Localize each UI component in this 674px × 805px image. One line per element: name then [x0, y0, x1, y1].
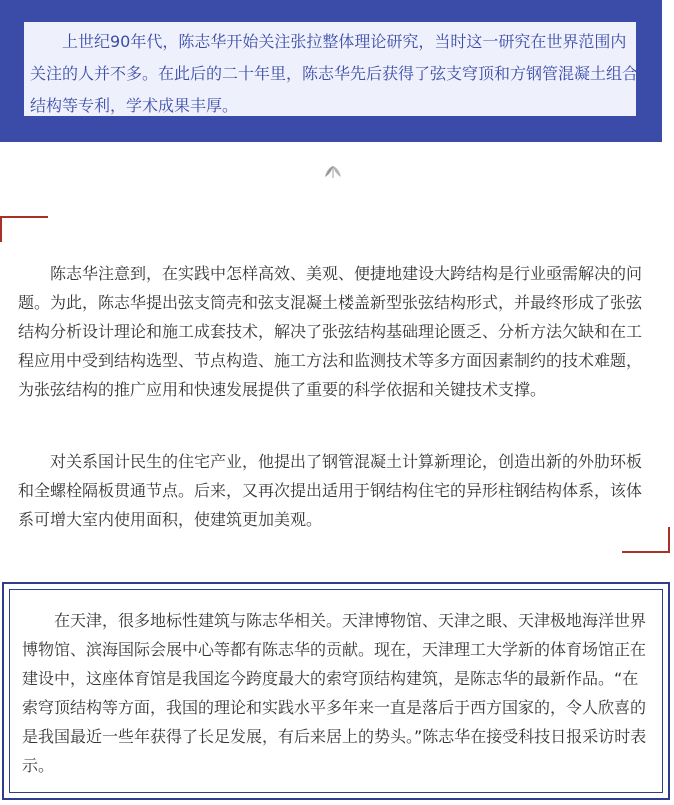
bottom-right-bracket-line	[622, 551, 670, 553]
body-paragraph: 陈志华注意到，在实践中怎样高效、美观、便捷地建设大跨结构是行业亟需解决的问题。为此，陈志华提出弦支筒壳和弦支混凝土楼盖新型张弦结构形式，并最终形成了张弦结构分析设计理论和施工成套技术，解决了张弦结构基础理论匮乏、分析方法欠缺和在工程应用中受到结构选型、节点构造、施工方法和监测技术等多方面因素制约的技术难题，为张弦结构的推广应用和快速发展提供了重要的科学依据和关键技术支撑。	[18, 264, 643, 399]
intro-banner-text: 上世纪90年代，陈志华开始关注张拉整体理论研究，当时这一研究在世界范围内关注的人并不多。在此后的二十年里，陈志华先后获得了弦支穹顶和方钢管混凝土组合结构等专利，学术成果丰厚。	[30, 32, 639, 115]
leaf-ornament-icon	[323, 165, 343, 179]
body-paragraph: 对关系国计民生的住宅产业，他提出了钢管混凝土计算新理论，创造出新的外肋环板和全螺栓隔板贯通节点。后来，又再次提出适用于钢结构住宅的异形柱钢结构体系，该体系可增大室内使用面积，使建筑更加美观。	[18, 452, 643, 529]
top-left-bracket-stem	[0, 216, 2, 242]
top-left-bracket-line	[0, 216, 48, 218]
bottom-right-bracket-stem	[668, 527, 670, 553]
quote-box-text: 在天津，很多地标性建筑与陈志华相关。天津博物馆、天津之眼、天津极地海洋世界博物馆、滨海国际会展中心等都有陈志华的贡献。现在，天津理工大学新的体育场馆正在建设中，这座体育馆是我国迄今跨度最大的索穹顶结构建筑，是陈志华的最新作品。“在索穹顶结构等方面，我国的理论和实践水平多年来一直是落后于西方国家的，令人欣喜的是我国最近一些年获得了长足发展，有后来居上的势头。”陈志华在接受科技日报采访时表示。	[22, 611, 647, 775]
